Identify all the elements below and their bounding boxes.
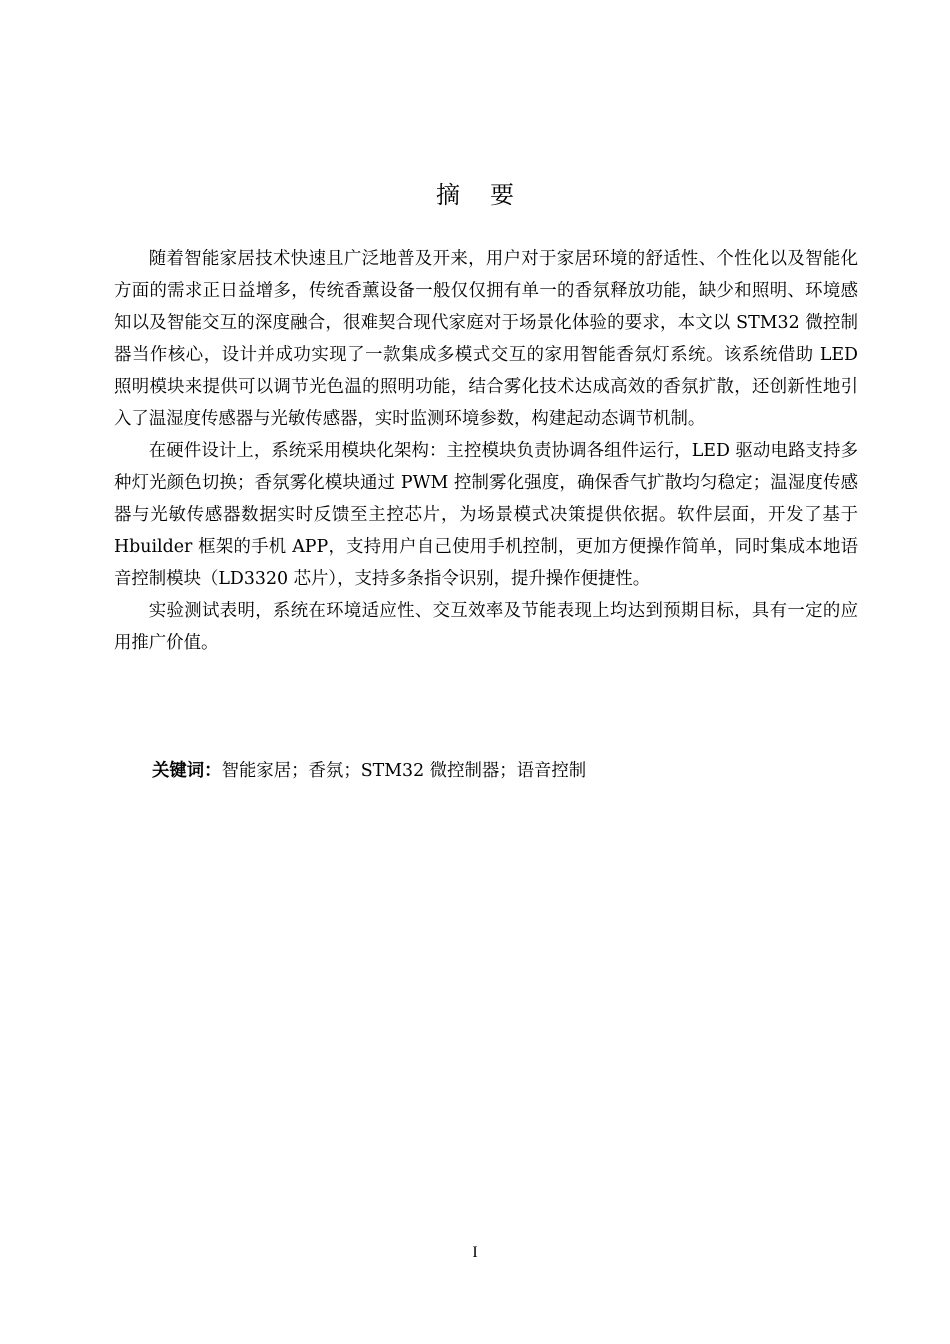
abstract-paragraph-2: 在硬件设计上，系统采用模块化架构：主控模块负责协调各组件运行，LED 驱动电路支持多种灯光颜色切换；香氛雾化模块通过 PWM 控制雾化强度，确保香气扩散均匀稳定；温湿度传感器与光敏传感器数据实时反馈至主控芯片，为场景模式决策提供依据。软件层面，开发了基于 Hbuilder 框架的手机 APP，支持用户自己使用手机控制，更加方便操作简单，同时集成本地语音控制模块（LD3320 芯片），支持多条指令识别，提升操作便捷性。 [114,441,858,589]
abstract-title: 摘要 [436,181,544,209]
keywords-label: 关键词： [152,761,222,781]
abstract-paragraph-1: 随着智能家居技术快速且广泛地普及开来，用户对于家居环境的舒适性、个性化以及智能化方面的需求正日益增多，传统香薰设备一般仅仅拥有单一的香氛释放功能，缺少和照明、环境感知以及智能交互的深度融合，很难契合现代家庭对于场景化体验的要求，本文以 STM32 微控制器当作核心，设计并成功实现了一款集成多模式交互的家用智能香氛灯系统。该系统借助 LED 照明模块来提供可以调节光色温的照明功能，结合雾化技术达成高效的香氛扩散，还创新性地引入了温湿度传感器与光敏传感器，实时监测环境参数，构建起动态调节机制。 [114,249,858,429]
page-number: I [472,1244,478,1261]
abstract-paragraph-3: 实验测试表明，系统在环境适应性、交互效率及节能表现上均达到预期目标，具有一定的应用推广价值。 [114,601,858,653]
keywords-text: 智能家居；香氛；STM32 微控制器；语音控制 [221,761,587,781]
abstract-body [114,243,858,659]
keywords-line [152,755,858,787]
